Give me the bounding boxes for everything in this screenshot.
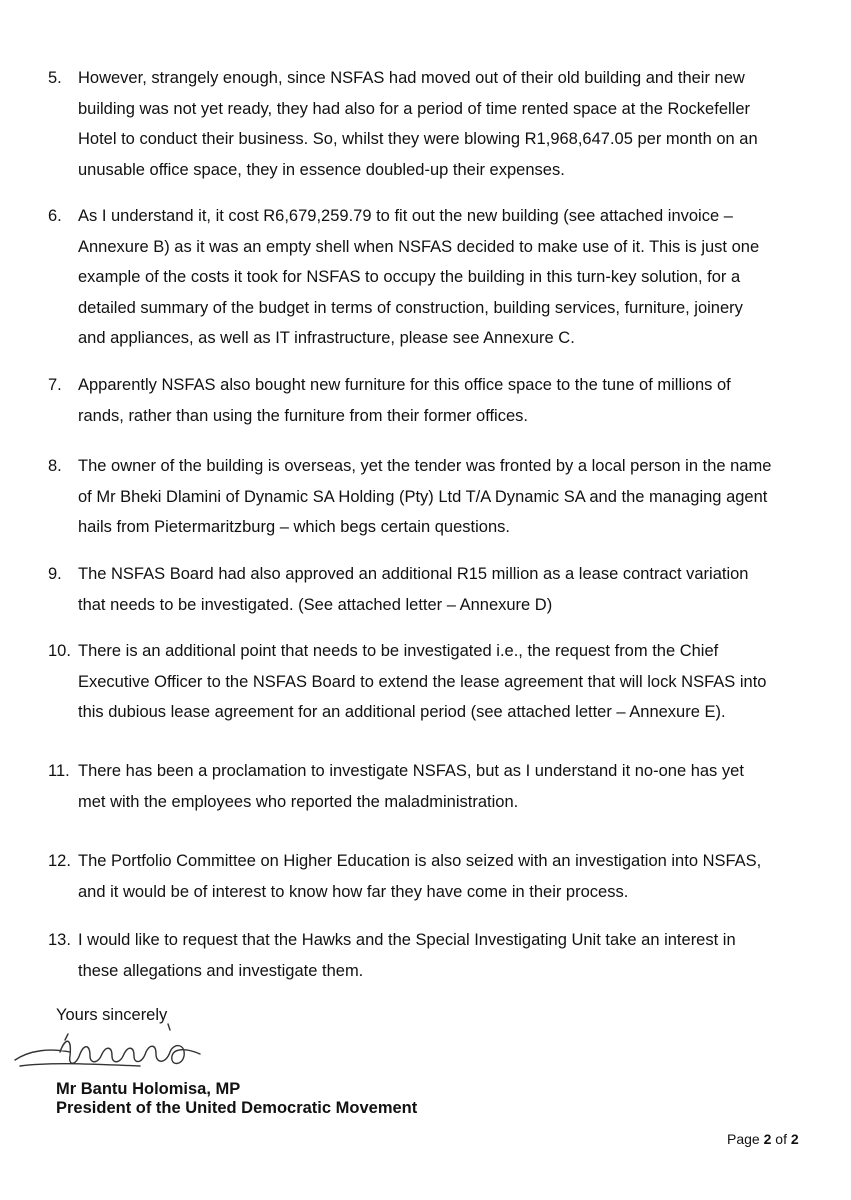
paragraph-line: However, strangely enough, since NSFAS had moved out of their old building and their new xyxy=(78,69,745,87)
paragraph-number: 11. xyxy=(48,762,70,780)
paragraph-line: and it would be of interest to know how far they have come in their process. xyxy=(78,882,629,901)
paragraph-number: 6. xyxy=(48,207,62,225)
paragraph-text xyxy=(78,636,808,728)
paragraph-text xyxy=(78,925,808,986)
page-number-footer xyxy=(727,1131,799,1147)
paragraph-line: and appliances, as well as IT infrastructure, please see Annexure C. xyxy=(78,329,575,347)
current-page-number: 2 xyxy=(763,1131,772,1147)
paragraph-text xyxy=(78,201,808,354)
paragraph-number: 10. xyxy=(48,642,71,660)
paragraph-line: these allegations and investigate them. xyxy=(78,961,364,980)
paragraph-number: 9. xyxy=(48,565,62,583)
paragraph-line: unusable office space, they in essence doubled-up their expenses. xyxy=(78,160,565,179)
page-label: Page xyxy=(727,1131,764,1147)
page-of-label: of xyxy=(771,1131,791,1147)
paragraph-line: Hotel to conduct their business. So, whilst they were blowing R1,968,647.05 per month on an xyxy=(78,130,758,148)
signatory-title: President of the United Democratic Movement xyxy=(56,1099,418,1117)
paragraph-line: met with the employees who reported the maladministration. xyxy=(78,792,519,811)
paragraph-line: Executive Officer to the NSFAS Board to extend the lease agreement that will lock NSFAS into xyxy=(78,672,767,691)
paragraph-number: 8. xyxy=(48,457,62,475)
paragraph-text xyxy=(78,451,808,543)
paragraph-line: I would like to request that the Hawks and the Special Investigating Unit take an interest in xyxy=(78,931,736,949)
closing-salutation: Yours sincerely xyxy=(56,1006,168,1024)
paragraph-line: example of the costs it took for NSFAS to occupy the building in this turn-key solution, for a xyxy=(78,268,741,286)
paragraph-number: 13. xyxy=(48,931,71,949)
paragraph-number: 7. xyxy=(48,376,62,394)
paragraph-line: rands, rather than using the furniture from their former offices. xyxy=(78,406,528,425)
paragraph-line: The NSFAS Board had also approved an additional R15 million as a lease contract variation xyxy=(78,565,749,583)
paragraph-line: that needs to be investigated. (See attached letter – Annexure D) xyxy=(78,595,553,614)
paragraph-text xyxy=(78,756,808,817)
signatory-name: Mr Bantu Holomisa, MP xyxy=(56,1080,241,1098)
paragraph-number: 12. xyxy=(48,852,71,870)
paragraph-number: 5. xyxy=(48,69,62,87)
total-pages-number: 2 xyxy=(790,1131,799,1147)
paragraph-line: The Portfolio Committee on Higher Education is also seized with an investigation into NSFAS, xyxy=(78,852,762,870)
handwritten-signature xyxy=(10,1022,230,1082)
paragraph-line: Annexure B) as it was an empty shell when NSFAS decided to make use of it. This is just one xyxy=(78,237,760,256)
paragraph-text xyxy=(78,846,808,907)
paragraph-text xyxy=(78,370,808,431)
paragraph-line: The owner of the building is overseas, yet the tender was fronted by a local person in the name xyxy=(78,457,772,475)
paragraph-line: hails from Pietermaritzburg – which begs certain questions. xyxy=(78,518,510,536)
paragraph-line: of Mr Bheki Dlamini of Dynamic SA Holding (Pty) Ltd T/A Dynamic SA and the managing agent xyxy=(78,487,768,506)
paragraph-line: There has been a proclamation to investigate NSFAS, but as I understand it no-one has yet xyxy=(78,762,744,780)
paragraph-line: building was not yet ready, they had also for a period of time rented space at the Rockefeller xyxy=(78,99,750,118)
paragraph-line: detailed summary of the budget in terms of construction, building services, furniture, joinery xyxy=(78,298,743,317)
paragraph-line: As I understand it, it cost R6,679,259.79 to fit out the new building (see attached invoice – xyxy=(78,207,733,225)
paragraph-text xyxy=(78,63,808,185)
paragraph-line: Apparently NSFAS also bought new furniture for this office space to the tune of millions of xyxy=(78,376,731,394)
paragraph-line: There is an additional point that needs to be investigated i.e., the request from the Chief xyxy=(78,642,719,660)
paragraph-line: this dubious lease agreement for an additional period (see attached letter – Annexure E). xyxy=(78,703,726,721)
paragraph-text xyxy=(78,559,808,620)
